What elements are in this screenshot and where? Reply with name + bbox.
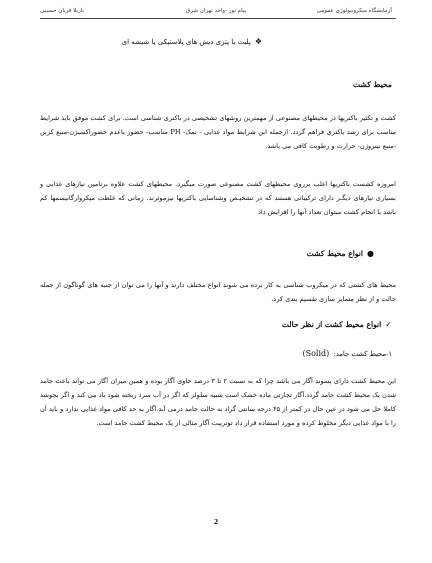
paragraph-media-types: محیط های کشتی که در میکروب شناسی به کار برده می شوند انواع مختلف دارند و آنها را می توان از جنبه های گوناگون از جمله حالت و از نظر متمایز سازی تقسیم بندی کرد. <box>40 281 396 303</box>
checkmark-icon: ✓ <box>385 320 392 329</box>
header-university: پیام نور -واحد تهران شرق <box>185 8 247 14</box>
subheading-solid-media <box>302 349 392 358</box>
equipment-bullet <box>122 37 262 46</box>
equipment-text: پلیت یا پتری دیش های پلاستیکی یا شیشه ای <box>121 37 251 46</box>
heading-culture-media: محیط کشت <box>353 80 392 89</box>
page-number: 2 <box>213 518 219 526</box>
paragraph-solid-media: این محیط کشت دارای پسوند آگار می باشد چرا که به نسبت ۲ تا ۳ درصد حاوی آگار بوده و همین میزان آگار می تواند باعث جامد شدن یک محیط کشت جامد گردد.آگار تجارتی ماده خشک است شبیه سلولز که اگر در آب سرد ریخته شود باد می کند و اگر بجوشد کاملا حل می شود در عین حال در کمتر از ۴۵ درجه سانتی گراد به حالت جامد درمی آید.آگار به حد کافی مواد غذایی ندارد و باید آن را با مواد غذایی دیگر مخلوط کرده و مورد استفاده قرار داد توتریبت آگار مثالی از یک محیط کشت جامد است. <box>40 377 396 427</box>
subheading-solid-prefix: ۱-محیط کشت جامد: <box>333 350 392 358</box>
subheading-solid-english: (Solid) <box>302 349 330 358</box>
header-lab-name: آزمایشگاه میکروبیولوژی عمومی <box>316 8 392 14</box>
heading-media-types <box>307 249 374 258</box>
header-author: نازیلا قربان حسینی <box>40 8 85 14</box>
dot-bullet-icon: ● <box>367 249 374 258</box>
diamond-bullet-icon: ❖ <box>254 37 262 46</box>
paragraph-artificial-media: امروزه کشست باکتریها اغلب برروی محیطهای کشت مصنوعی صورت میگیرد. محیطهای کشت علاوه برتامین نیازهای غذایی و بسیاری نیازهای دیگـر دارای ترکیباتی هستند که در تشخیـص وشناسایی باکتریها نیزموثرند. زمانی که غلظت میکروارگانیسمها کم باشد با انجام کشت میتوان تعداد آنها را افزایش داد <box>40 180 396 216</box>
paragraph-intro: کشت و تکثیر باکتریها در محیطهای مصنوعی از مهمترین روشهای تشخیصی در باکتری شناسی است. برای کشت موفق باید شرایط مناسب برای رشد باکتری فراهم گردد. ازجمله این شرایط مواد غذایی - نمک- PH مناسب- حضور یاعدم حضوراکسیژن-منبع کربن -منبع نیتروژن- حرارت و رطوبت کافی می باشد. <box>40 114 396 150</box>
heading-media-types-text: انواع محیط کشت <box>306 249 364 258</box>
header-rule <box>40 18 396 19</box>
heading-media-by-state-text: انواع محیط کشت از نظر حالت <box>281 320 382 329</box>
heading-media-by-state <box>282 320 392 329</box>
